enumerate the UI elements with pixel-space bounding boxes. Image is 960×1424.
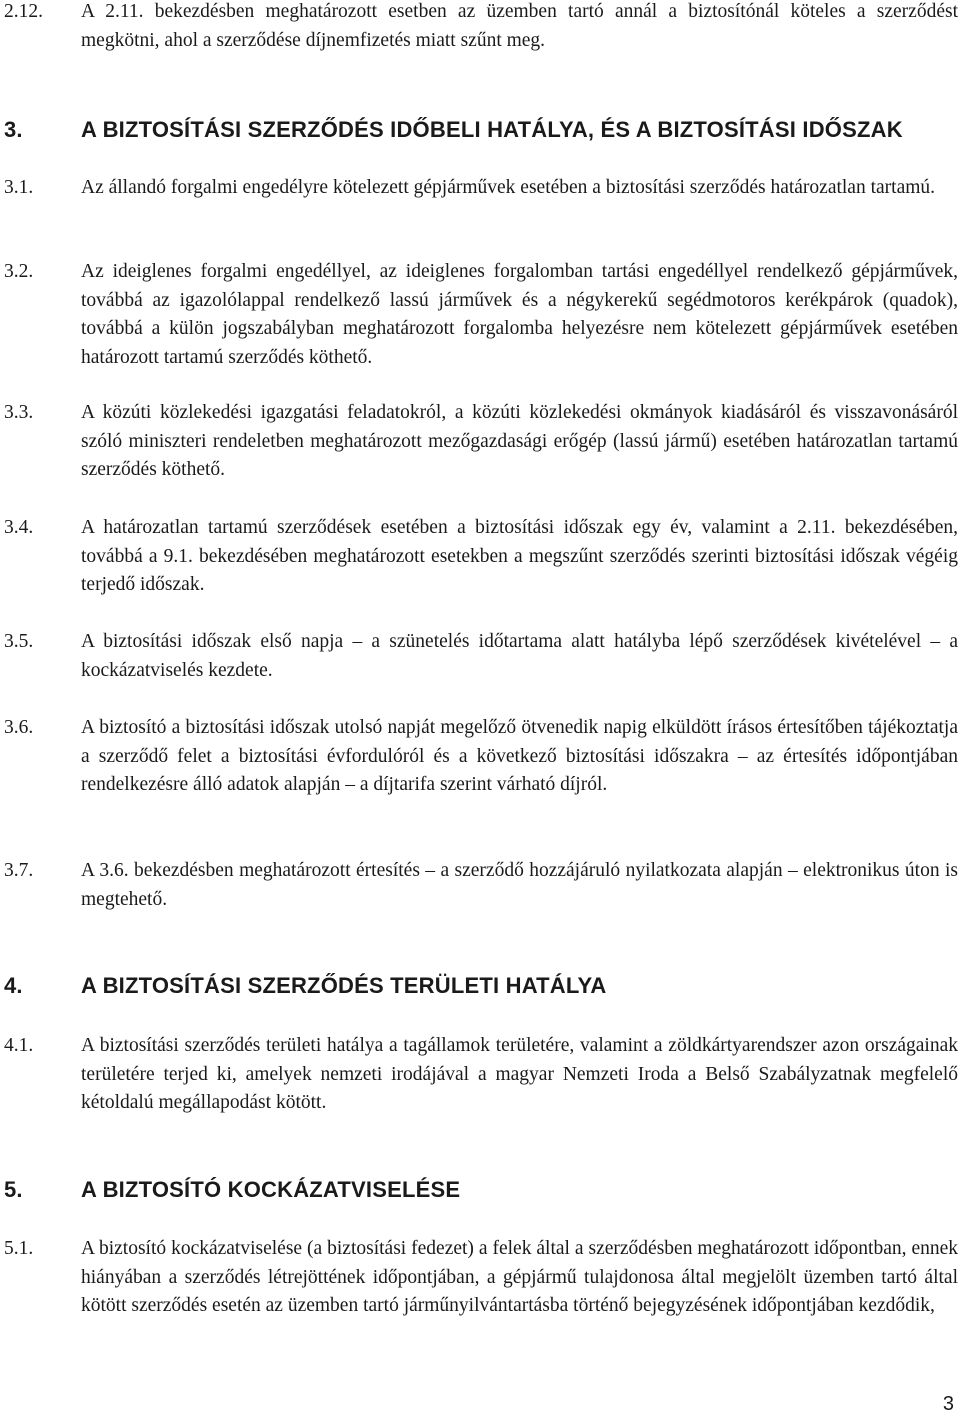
paragraph-number: 3.4. [4, 517, 34, 538]
paragraph-text: Az állandó forgalmi engedélyre kötelezett gépjárművek esetében a biztosítási szerződés határozatlan tartamú. [81, 177, 936, 198]
section-number: 5. [4, 1177, 23, 1202]
section-title: A BIZTOSÍTÓ KOCKÁZATVISELÉSE [81, 1177, 461, 1202]
section-number: 4. [4, 973, 23, 998]
paragraph-number: 3.5. [4, 631, 34, 652]
paragraph-text: A biztosító a biztosítási időszak utolsó napját megelőző ötvenedik napig elküldött írásos értesítőben tájékoztatja a szerződő felet a biztosítási évfordulóról és a következő biztosítási időszakra – az értesítés időpontjában rendelkezésre álló adatok alapján – a díjtarifa szerint várható díjról. [81, 717, 958, 795]
paragraph-text: A 3.6. bekezdésben meghatározott értesítés – a szerződő hozzájáruló nyilatkozata alapján – elektronikus úton is megtehető. [81, 860, 958, 910]
paragraph-number: 3.6. [4, 717, 34, 738]
paragraph-text: A biztosító kockázatviselése (a biztosítási fedezet) a felek által a szerződésben meghatározott időpontban, ennek hiányában a szerződés létrejöttének időpontjában, a gépjármű tulajdonosa által megjelölt üzemben tartó által kötött szerződés esetén az üzemben tartó járműnyilvántartásba történő bejegyzésének időpontjában kezdődik, [81, 1238, 958, 1316]
paragraph-number: 3.1. [4, 177, 34, 198]
paragraph-number: 3.3. [4, 402, 34, 423]
paragraph-text: A biztosítási időszak első napja – a szünetelés időtartama alatt hatályba lépő szerződések kivételével – a kockázatviselés kezdete. [81, 631, 958, 681]
paragraph-text: A közúti közlekedési igazgatási feladatokról, a közúti közlekedési okmányok kiadásáról és visszavonásáról szóló miniszteri rendeletben meghatározott mezőgazdasági erőgép (lassú jármű) esetében határozatlan tartamú szerződés köthető. [81, 402, 958, 480]
section-title: A BIZTOSÍTÁSI SZERZŐDÉS TERÜLETI HATÁLYA [81, 973, 607, 998]
paragraph-number: 5.1. [4, 1238, 34, 1259]
paragraph-number: 4.1. [4, 1035, 34, 1056]
paragraph-number: 3.7. [4, 860, 34, 881]
paragraph-text: Az ideiglenes forgalmi engedéllyel, az ideiglenes forgalomban tartási engedéllyel rendelkező gépjárművek, továbbá az igazolólappal rendelkező lassú járművek és a négykerekű segédmotoros kerékpárok (quadok), továbbá a külön jogszabályban meghatározott forgalomba helyezésre nem kötelezett gépjárművek esetében határozott tartamú szerződés köthető. [81, 261, 958, 368]
section-title: A BIZTOSÍTÁSI SZERZŐDÉS IDŐBELI HATÁLYA, ÉS A BIZTOSÍTÁSI IDŐSZAK [81, 117, 903, 142]
page-number: 3 [942, 1393, 954, 1415]
section-number: 3. [4, 117, 23, 142]
paragraph-text: A biztosítási szerződés területi hatálya a tagállamok területére, valamint a zöldkártyarendszer azon országainak területére terjed ki, amelyek nemzeti irodájával a magyar Nemzeti Iroda a Belső Szabályzatnak megfelelő kétoldalú megállapodást kötött. [81, 1035, 958, 1113]
paragraph-text: A határozatlan tartamú szerződések esetében a biztosítási időszak egy év, valamint a 2.11. bekezdésében, továbbá a 9.1. bekezdésében meghatározott esetekben a megszűnt szerződés szerinti biztosítási időszak végéig terjedő időszak. [81, 517, 958, 595]
paragraph-number: 2.12. [4, 1, 43, 22]
paragraph-text: A 2.11. bekezdésben meghatározott esetben az üzemben tartó annál a biztosítónál köteles a szerződést megkötni, ahol a szerződése díjnemfizetés miatt szűnt meg. [81, 1, 958, 51]
paragraph-number: 3.2. [4, 261, 34, 282]
